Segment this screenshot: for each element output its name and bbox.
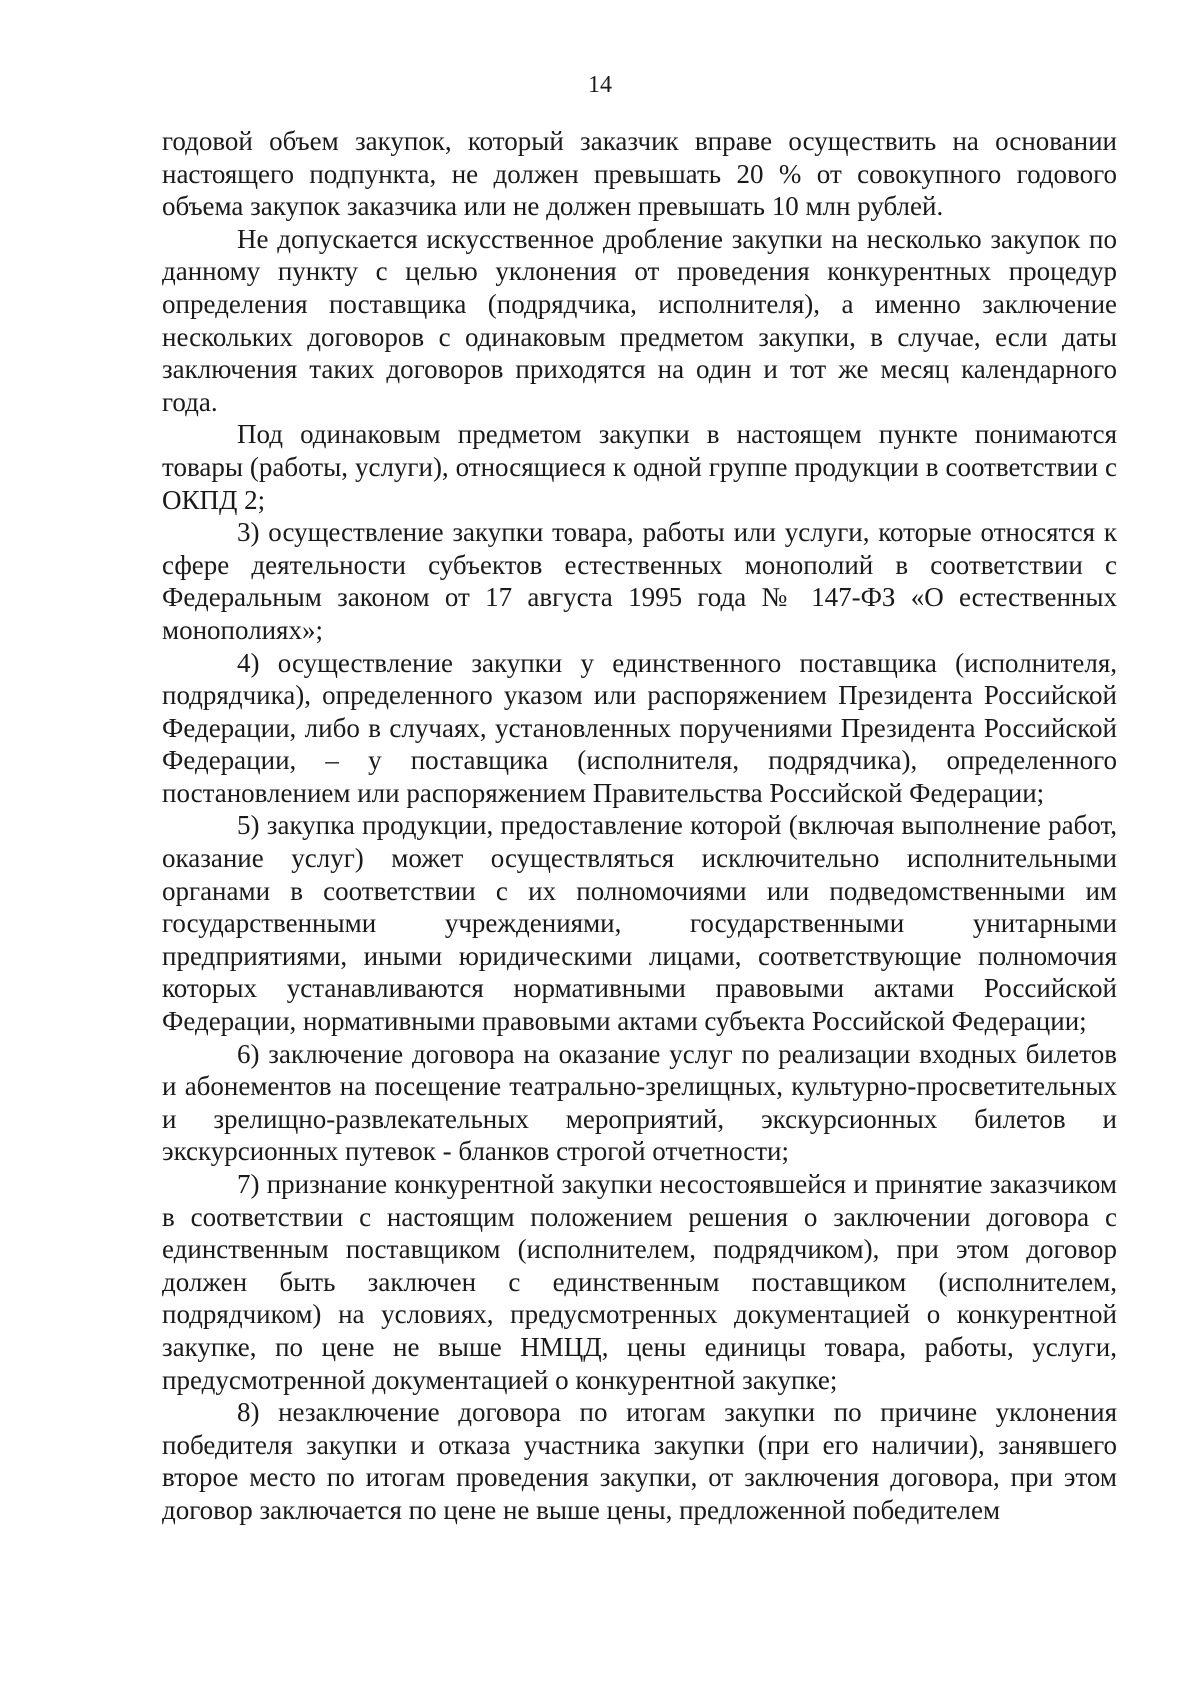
list-item-6: 6) заключение договора на оказание услуг по реализации входных билетов и абонементов на посещение театрально-зрелищных, культурно-просветительных и зрелищно-развлекательных мероприятий, экскурсионных билетов и экскурсионных путевок - бланков строгой отчетности; bbox=[162, 1038, 1117, 1167]
paragraph-fragmentation-ban: Не допускается искусственное дробление закупки на несколько закупок по данному пункту с целью уклонения от проведения конкурентных процедур определения поставщика (подрядчика, исполнителя), а именно заключение нескольких договоров с одинаковым предметом закупки, в случае, если даты заключения таких договоров приходятся на один и тот же месяц календарного года. bbox=[162, 223, 1117, 417]
document-body bbox=[162, 125, 1117, 1527]
list-item-8: 8) незаключение договора по итогам закупки по причине уклонения победителя закупки и отказа участника закупки (при его наличии), занявшего второе место по итогам проведения закупки, от заключения договора, при этом договор заключается по цене не выше цены, предложенной победителем bbox=[162, 1397, 1117, 1525]
list-item-3: 3) осуществление закупки товара, работы или услуги, которые относятся к сфере деятельности субъектов естественных монополий в соответствии с Федеральным законом от 17 августа 1995 года № 147-ФЗ «О естественных монополиях»; bbox=[162, 517, 1117, 645]
list-item-7: 7) признание конкурентной закупки несостоявшейся и принятие заказчиком в соответствии с настоящим положением решения о заключении договора с единственным поставщиком (исполнителем, подрядчиком), при этом договор должен быть заключен с единственным поставщиком (исполнителем, подрядчиком) на условиях, предусмотренных документацией о конкурентной закупке, по цене не выше НМЦД, цены единицы товара, работы, услуги, предусмотренной документацией о конкурентной закупке; bbox=[162, 1169, 1117, 1395]
page-number: 14 bbox=[588, 72, 612, 98]
list-item-5: 5) закупка продукции, предоставление которой (включая выполнение работ, оказание услуг) может осуществляться исключительно исполнительными органами в соответствии с их полномочиями или подведомственными им государственными учреждениями, государственными унитарными предприятиями, иными юридическими лицами, соответствующие полномочия которых устанавливаются нормативными правовыми актами Российской Федерации, нормативными правовыми актами субъекта Российской Федерации; bbox=[162, 810, 1117, 1037]
paragraph-identical-subject: Под одинаковым предметом закупки в настоящем пункте понимаются товары (работы, услуги), относящиеся к одной группе продукции в соответствии с ОКПД 2; bbox=[162, 419, 1117, 515]
list-item-4: 4) осуществление закупки у единственного поставщика (исполнителя, подрядчика), определенного указом или распоряжением Президента Российской Федерации, либо в случаях, установленных поручениями Президента Российской Федерации, – у поставщика (исполнителя, подрядчика), определенного постановлением или распоряжением Правительства Российской Федерации; bbox=[162, 647, 1117, 808]
paragraph-continuation: годовой объем закупок, который заказчик вправе осуществить на основании настоящего подпункта, не должен превышать 20 % от совокупного годового объема закупок заказчика или не должен превышать 10 млн рублей. bbox=[162, 126, 1117, 222]
